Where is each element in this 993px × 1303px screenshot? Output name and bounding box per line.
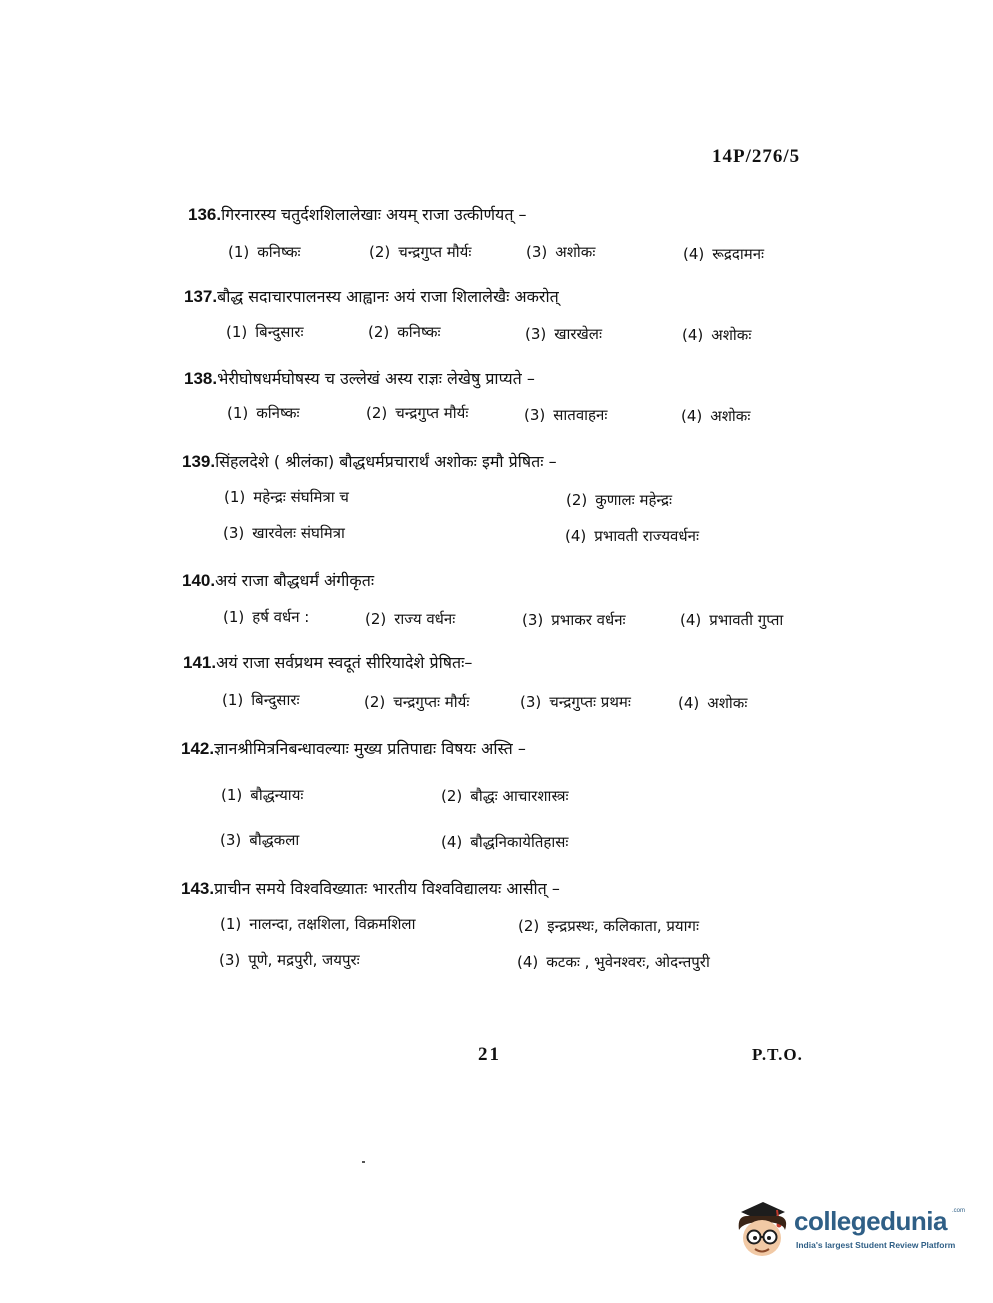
question-140 (182, 569, 374, 591)
question-text: बौद्ध सदाचारपालनस्य आह्वानः अयं राजा शिलालेखैः अकरोत् (217, 287, 559, 306)
option (223, 523, 345, 543)
option (220, 830, 299, 850)
logo-tagline: India's largest Student Review Platform (796, 1240, 956, 1250)
option-number: (2) (365, 610, 387, 628)
option (368, 322, 441, 342)
option-number: (3) (526, 243, 548, 261)
logo-wordmark: collegedunia (794, 1206, 947, 1236)
question-141 (183, 651, 472, 673)
option-text: बौद्धः आचारशास्त्रः (470, 787, 569, 805)
option (365, 609, 455, 629)
option-text: चन्द्रगुप्तः प्रथमः (549, 693, 631, 711)
question-number: 139. (182, 452, 216, 471)
option-number: (3) (219, 951, 241, 969)
logo-suffix: .com (952, 1208, 966, 1214)
option-text: कटकः , भुवेनश्वरः, ओदन्तपुरी (546, 953, 710, 971)
option-number: (3) (522, 611, 544, 629)
option (522, 610, 626, 630)
option (565, 526, 699, 546)
option (681, 406, 750, 426)
option-text: इन्द्रप्रस्थः, कलिकाता, प्रयागः (547, 917, 699, 935)
option-text: हर्ष वर्धन : (252, 608, 310, 626)
option (366, 403, 468, 423)
question-number: 142. (181, 739, 215, 758)
option-text: प्रभावती गुप्ता (709, 611, 784, 629)
option-text: सातवाहनः (553, 406, 608, 424)
question-number: 143. (181, 879, 215, 898)
option (223, 607, 309, 627)
option-number: (4) (517, 953, 539, 971)
option-number: (2) (566, 491, 588, 509)
option-text: अशोकः (555, 243, 596, 261)
option-text: राज्य वर्धनः (394, 610, 456, 628)
option-number: (1) (228, 243, 250, 261)
option-number: (1) (227, 404, 249, 422)
option-text: बौद्धकला (249, 831, 300, 849)
question-139 (182, 450, 557, 472)
option-text: बिन्दुसारः (255, 323, 304, 341)
question-142 (181, 737, 526, 759)
option (520, 692, 631, 712)
option-text: चन्द्रगुप्त मौर्यः (395, 404, 469, 422)
option-number: (2) (518, 917, 540, 935)
option (682, 325, 751, 345)
question-text: अयं राजा बौद्धधर्मं अंगीकृतः (215, 571, 375, 590)
option-text: खारवेलः संघमित्रा (252, 524, 345, 542)
option-text: अशोकः (710, 407, 751, 425)
paper-code: 14P/276/5 (712, 146, 801, 167)
option-number: (3) (220, 831, 242, 849)
option-number: (1) (226, 323, 248, 341)
option-number: (1) (220, 915, 242, 933)
option-number: (4) (680, 611, 702, 629)
option-number: (4) (682, 326, 704, 344)
option-text: खारखेलः (554, 325, 603, 343)
option (441, 832, 568, 852)
option (222, 690, 300, 710)
option-text: बिन्दुसारः (251, 691, 300, 709)
option-number: (3) (223, 524, 245, 542)
option-text: बौद्धन्यायः (250, 786, 304, 804)
option (683, 244, 764, 264)
option-text: कुणालः महेन्द्रः (595, 491, 673, 509)
question-text: भेरीघोषधर्मघोषस्य च उल्लेखं अस्य राज्ञः लेखेषु प्राप्यते – (217, 369, 535, 388)
question-number: 140. (182, 571, 216, 590)
option-number: (4) (565, 527, 587, 545)
option (678, 693, 747, 713)
option-number: (1) (222, 691, 244, 709)
option-number: (4) (681, 407, 703, 425)
option (226, 322, 304, 342)
question-137 (184, 285, 559, 307)
option (526, 242, 595, 262)
option (219, 950, 360, 970)
option-text: अशोकः (711, 326, 752, 344)
option-number: (3) (520, 693, 542, 711)
option-number: (3) (525, 325, 547, 343)
mascot-icon (733, 1196, 793, 1268)
option-text: नालन्दा, तक्षशिला, विक्रमशिला (249, 915, 416, 933)
option-text: प्रभावती राज्यवर्धनः (594, 527, 699, 545)
option-text: रूद्रदामनः (712, 245, 765, 263)
option (525, 324, 602, 344)
speck (362, 1161, 365, 1163)
question-136 (188, 203, 527, 225)
option-number: (2) (366, 404, 388, 422)
option-text: चन्द्रगुप्त मौर्यः (398, 243, 472, 261)
page-number: 21 (478, 1044, 501, 1065)
option-text: अशोकः (707, 694, 748, 712)
option (518, 916, 699, 936)
option (364, 692, 469, 712)
option-number: (2) (368, 323, 390, 341)
option (228, 242, 301, 262)
option-text: कनिष्कः (256, 404, 300, 422)
question-text: ज्ञानश्रीमित्रनिबन्धावल्याः मुख्य प्रतिपाद्यः विषयः अस्ति – (214, 739, 526, 758)
option-number: (1) (221, 786, 243, 804)
option (517, 952, 710, 972)
option-number: (4) (678, 694, 700, 712)
option-text: कनिष्कः (257, 243, 301, 261)
option (524, 405, 607, 425)
question-text: प्राचीन समये विश्वविख्यातः भारतीय विश्वविद्यालयः आसीत् – (214, 879, 560, 898)
question-number: 136. (188, 205, 222, 224)
question-143 (181, 877, 560, 899)
question-138 (184, 367, 535, 389)
option-number: (1) (224, 488, 246, 506)
option-text: चन्द्रगुप्तः मौर्यः (393, 693, 470, 711)
option-text: कनिष्कः (397, 323, 441, 341)
option (220, 914, 416, 934)
collegedunia-logo (733, 1196, 966, 1268)
option-number: (3) (524, 406, 546, 424)
option-number: (2) (369, 243, 391, 261)
option-number: (4) (441, 833, 463, 851)
option (369, 242, 471, 262)
pto-label: P.T.O. (752, 1045, 803, 1064)
option-text: बौद्धनिकायेतिहासः (470, 833, 569, 851)
option (566, 490, 672, 510)
question-text: गिरनारस्य चतुर्दशशिलालेखाः अयम् राजा उत्कीर्णयत् – (221, 205, 527, 224)
option-number: (4) (683, 245, 705, 263)
option-number: (2) (441, 787, 463, 805)
option-text: पूणे, मद्रपुरी, जयपुरः (248, 951, 360, 969)
question-number: 141. (183, 653, 217, 672)
option-text: प्रभाकर वर्धनः (551, 611, 626, 629)
option (221, 785, 303, 805)
question-text: अयं राजा सर्वप्रथम स्वदूतं सीरियादेशे प्रेषितः– (216, 653, 473, 672)
question-text: सिंहलदेशे ( श्रीलंका) बौद्धधर्मप्रचारार्थं अशोकः इमौ प्रेषितः – (215, 452, 557, 471)
option-number: (1) (223, 608, 245, 626)
option (224, 487, 349, 507)
option-text: महेन्द्रः संघमित्रा च (253, 488, 349, 506)
question-number: 137. (184, 287, 218, 306)
option (680, 610, 783, 630)
option-number: (2) (364, 693, 386, 711)
option (441, 786, 569, 806)
option (227, 403, 300, 423)
question-number: 138. (184, 369, 218, 388)
